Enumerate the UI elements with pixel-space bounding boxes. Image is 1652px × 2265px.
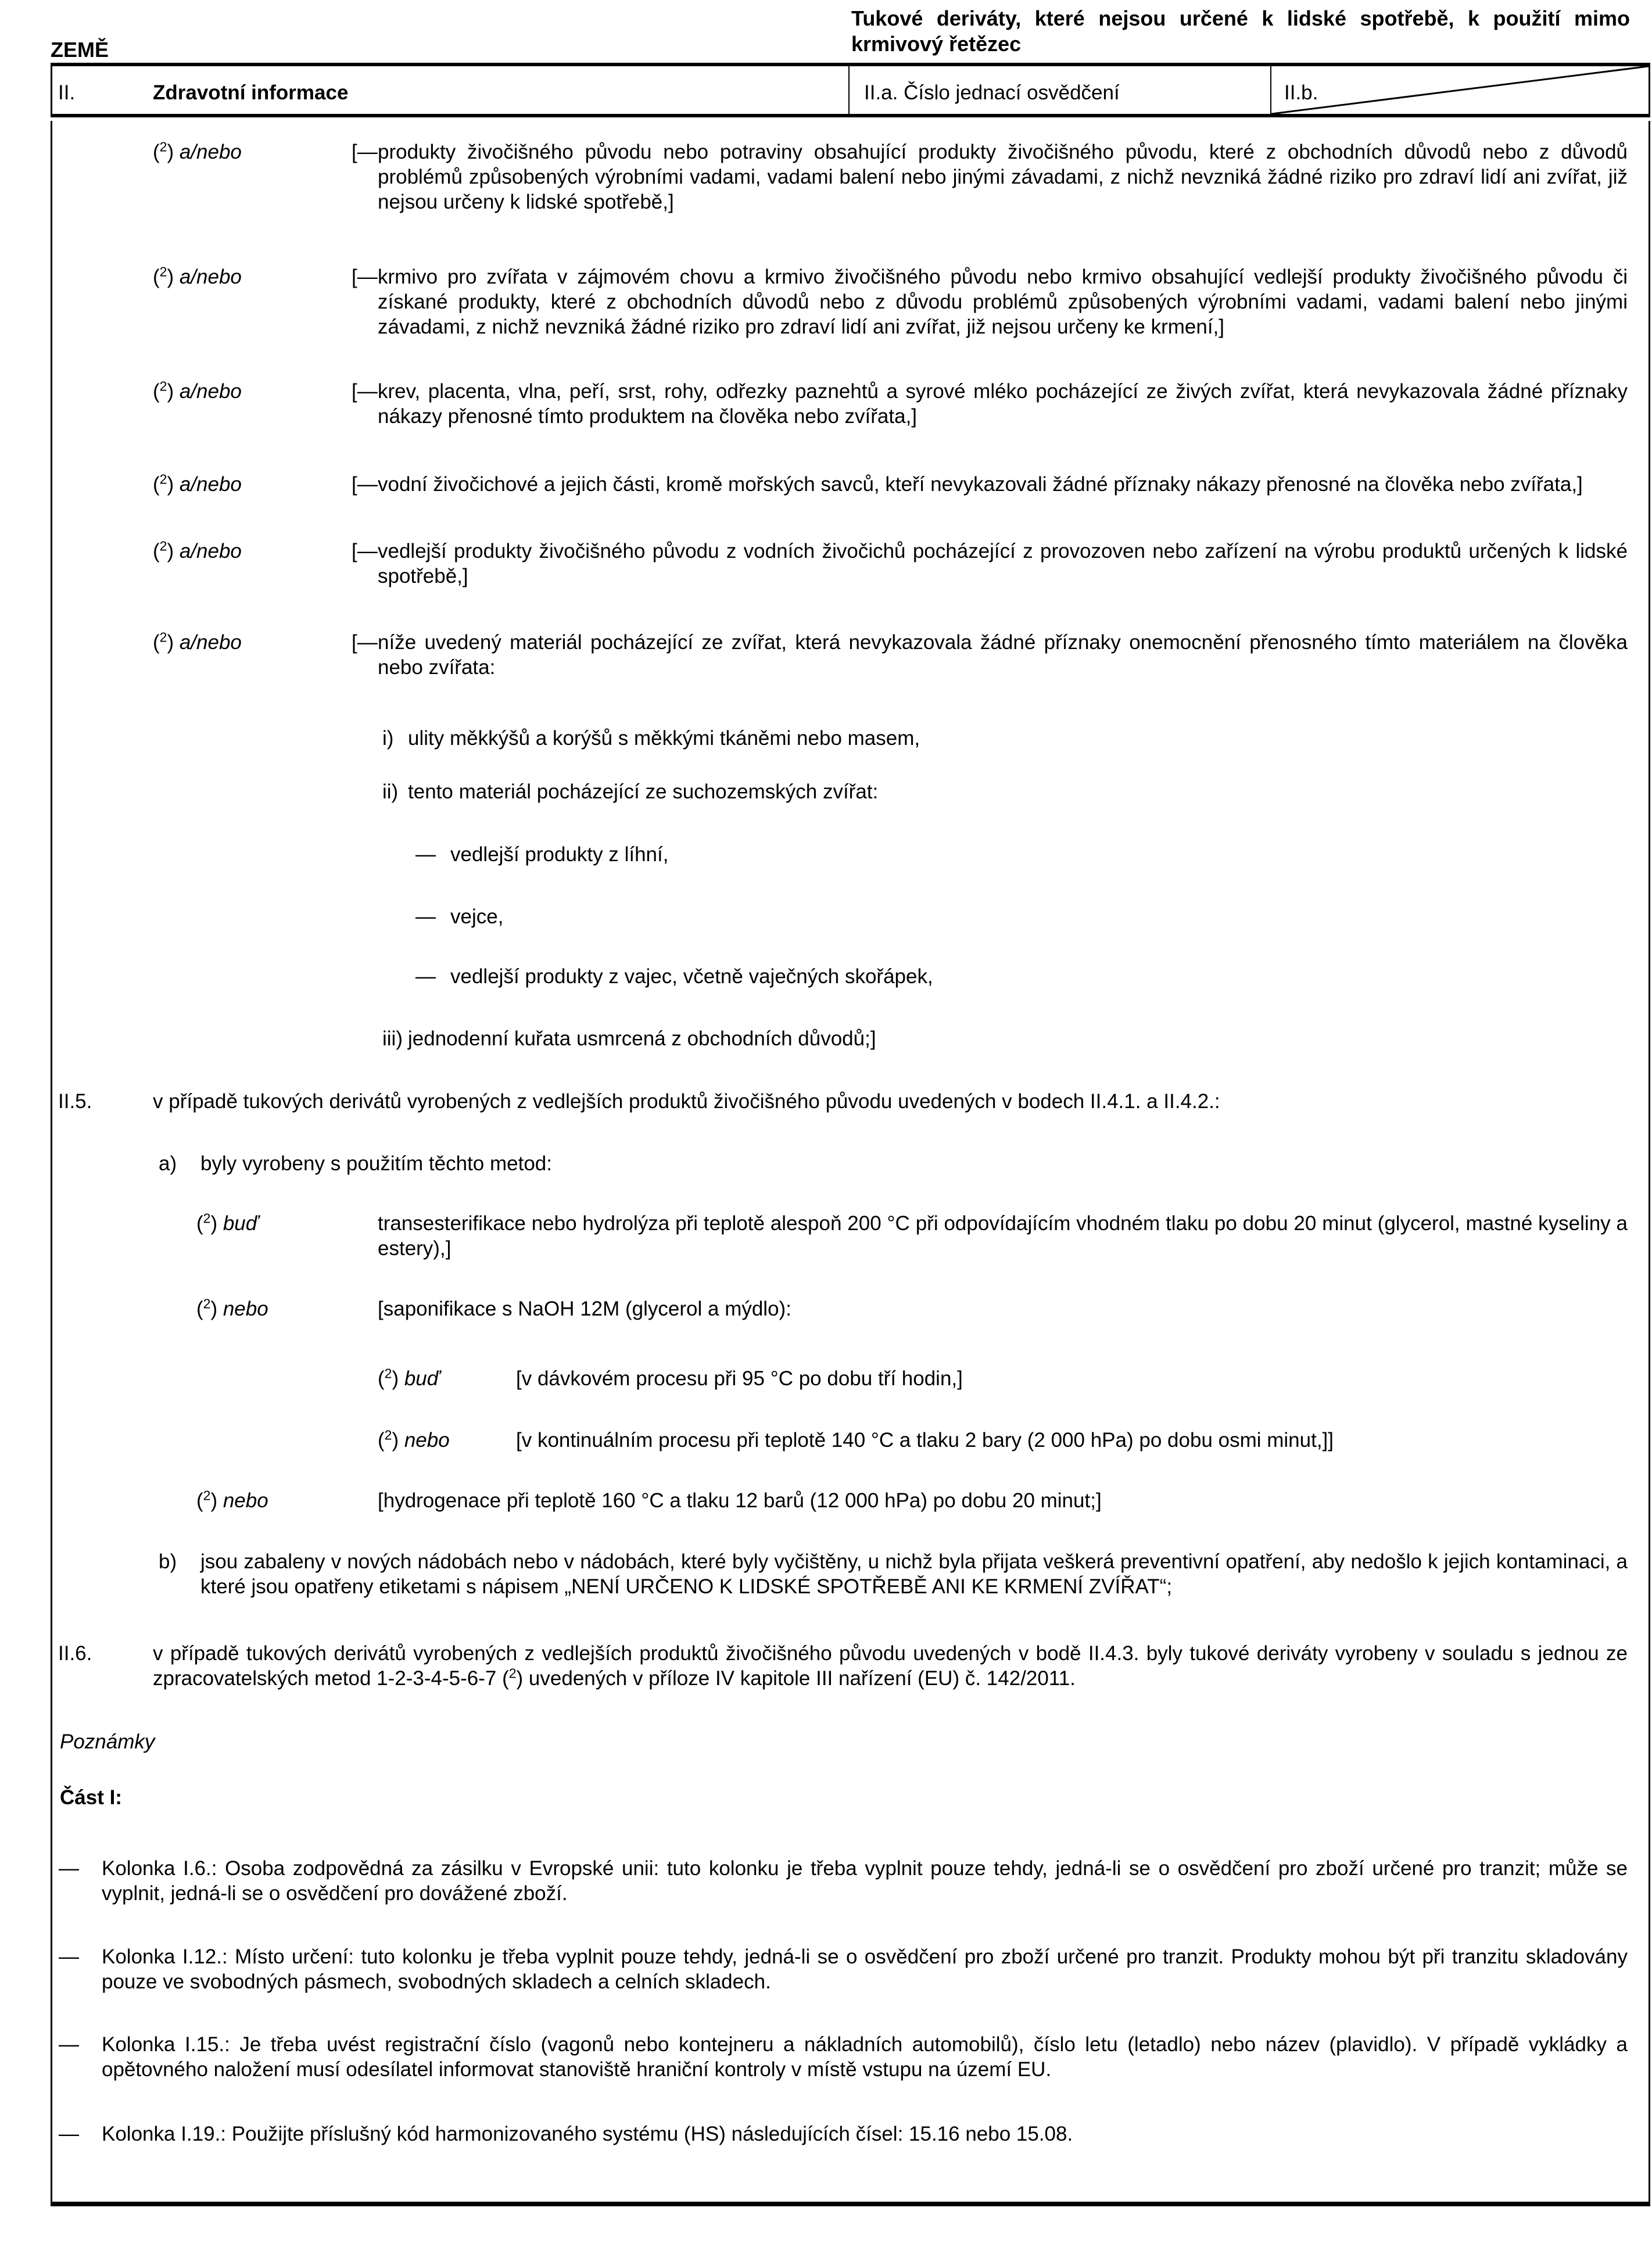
list-letter: b) <box>159 1550 177 1573</box>
method-nested-bud <box>52 1366 1649 1391</box>
clause-ii5-b <box>52 1549 1649 1599</box>
sub-item-i <box>52 726 1649 751</box>
item-text: vodní živočichové a jejich části, kromě mořských savců, kteří nevykazovali žádné příznaky nákazy přenosné na člověka nebo zvířata,] <box>378 473 1583 496</box>
dash-bullet: — <box>415 965 436 988</box>
method-nested-nebo <box>52 1428 1649 1453</box>
dash-bullet: — <box>415 905 436 928</box>
andor-item <box>52 139 1649 214</box>
part-i-label: Část I: <box>60 1786 122 1809</box>
certificate-reference-cell: II.a. Číslo jednací osvědčení <box>850 66 1271 114</box>
bracket-dash: [— <box>352 473 378 496</box>
method-text: [v dávkovém procesu při 95 °C po dobu tří hodin,] <box>516 1367 963 1390</box>
diagonal-line <box>1271 66 1649 114</box>
clause-number: II.5. <box>58 1090 92 1113</box>
notes-label: Poznámky <box>60 1730 155 1753</box>
item-text: krmivo pro zvířata v zájmovém chovu a krmivo živočišného původu nebo krmivo obsahující vedlejší produkty živočišného původu či získané produkty, které z obchodních důvodů nebo z důvodu problémů způsobených výrobními vadami, vadami balení nebo jinými závadami, z nichž nevzniká žádné riziko pro zdraví lidí ani zvířat, již nejsou určeny ke krmení,] <box>378 266 1628 338</box>
clause-text: v případě tukových derivátů vyrobených z vedlejších produktů živočišného původu uvedených v bodech II.4.1. a II.4.2.: <box>153 1090 1220 1113</box>
bracket-dash: [— <box>352 631 378 654</box>
bud-marker: ($^2$) buď <box>196 1210 259 1235</box>
method-nebo <box>52 1296 1649 1321</box>
note-kolonka <box>52 1944 1649 1994</box>
list-letter: a) <box>159 1152 177 1175</box>
bracket-dash: [— <box>352 266 378 288</box>
method-bud <box>52 1211 1649 1261</box>
item-text: níže uvedený materiál pocházející ze zvířat, která nevykazovala žádné příznaky onemocnění přenosného tímto materiálem na člověka nebo zvířata: <box>378 631 1628 679</box>
note-text: Kolonka I.6.: Osoba zodpovědná za zásilku v Evropské unii: tuto kolonku je třeba vyplnit pouze tehdy, jedná-li se o osvědčení pro zboží určené pro tranzit; může se vyplnit, jedná-li se o osvědčení pro dovážené zboží. <box>102 1857 1628 1905</box>
dash-bullet: — <box>59 2033 79 2056</box>
health-information-label: Zdravotní informace <box>153 81 349 104</box>
nebo-marker: ($^2$) nebo <box>196 1296 268 1320</box>
bracket-dash: [— <box>352 540 378 562</box>
method-text: transesterifikace nebo hydrolýza při teplotě alespoň 200 °C při odpovídajícím vhodném tlaku po dobu 20 minut (glycerol, mastné kyseliny a estery),] <box>378 1212 1628 1260</box>
footnote-marker: 2 <box>508 1665 517 1681</box>
andor-item <box>52 539 1649 589</box>
sub-item-text: jednodenní kuřata usmrcená z obchodních důvodů;] <box>408 1027 876 1050</box>
clause-ii5-a <box>52 1151 1649 1176</box>
dash-bullet: — <box>59 1857 79 1880</box>
bracket-dash: [— <box>352 380 378 403</box>
health-information-cell <box>52 66 850 114</box>
header-row <box>51 63 1650 117</box>
andor-item <box>52 630 1649 680</box>
sub-item-label: ii) <box>382 780 399 803</box>
item-text: produkty živočišného původu nebo potraviny obsahující produkty živočišného původu, které z obchodních důvodů nebo z důvodů problémů způsobených výrobními vadami, vadami balení nebo jinými závadami, z nichž nevzniká žádné riziko pro zdraví lidí ani zvířat, již nejsou určeny k lidské spotřebě,] <box>378 141 1628 213</box>
note-text: Kolonka I.19.: Použijte příslušný kód harmonizovaného systému (HS) následujících čísel: 15.16 nebo 15.08. <box>102 2123 1073 2145</box>
andor-marker: ($^2$) a/nebo <box>153 629 242 654</box>
andor-marker: ($^2$) a/nebo <box>153 471 242 496</box>
method-text: [saponifikace s NaOH 12M (glycerol a mýdlo): <box>378 1298 791 1320</box>
note-kolonka <box>52 2032 1649 2082</box>
method-text: [v kontinuálním procesu při teplotě 140 °C a tlaku 2 bary (2 000 hPa) po dobu osmi minut,]] <box>516 1429 1334 1452</box>
andor-marker: ($^2$) a/nebo <box>153 378 242 403</box>
nebo-marker: ($^2$) nebo <box>196 1488 268 1512</box>
dash-bullet: — <box>415 843 436 866</box>
note-text: Kolonka I.12.: Místo určení: tuto kolonku je třeba vyplnit pouze tehdy, jedná-li se o osvědčení pro zboží určené pro tranzit. Produkty mohou být při tranzitu skladovány pouze ve svobodných pásmech, svobodných skladech a celních skladech. <box>102 1945 1628 1993</box>
andor-marker: ($^2$) a/nebo <box>153 264 242 288</box>
dash-item-text: vedlejší produkty z vajec, včetně vaječných skořápek, <box>450 965 933 988</box>
andor-marker: ($^2$) a/nebo <box>153 538 242 562</box>
sub-item-label: iii) <box>382 1027 403 1050</box>
clause-ii5 <box>52 1089 1649 1114</box>
dash-item-text: vejce, <box>450 905 504 928</box>
dash-item-text: vedlejší produkty z líhní, <box>450 843 669 866</box>
section-ii-number: II. <box>58 81 76 104</box>
clause-text: jsou zabaleny v nových nádobách nebo v nádobách, které byly vyčištěny, u nichž byla přijata veškerá preventivní opatření, aby nedošlo k jejich kontaminaci, a které jsou opatřeny etiketami s nápisem „NENÍ URČENO K LIDSKÉ SPOTŘEBĚ ANI KE KRMENÍ ZVÍŘAT“; <box>200 1550 1628 1598</box>
dash-bullet: — <box>59 1945 79 1968</box>
andor-item <box>52 379 1649 429</box>
note-text: Kolonka I.15.: Je třeba uvést registrační číslo (vagonů nebo kontejneru a nákladních automobilů), číslo letu (letadlo) nebo název (plavidlo). V případě vykládky a opětovného naložení musí odesílatel informovat stanoviště hraniční kontroly v místě vstupu na území EU. <box>102 2033 1628 2081</box>
andor-item <box>52 264 1649 339</box>
dash-item <box>52 964 1649 989</box>
notes-heading <box>52 1729 1649 1754</box>
sub-item-text: tento materiál pocházející ze suchozemských zvířat: <box>408 780 879 803</box>
clause-text: v případě tukových derivátů vyrobených z vedlejších produktů živočišného původu uvedených v bodě II.4.3. byly tukové deriváty vyrobeny v souladu s jednou ze zpracovatelských metod 1-2-3-4-5-6-7 ($^2$) uvedených v příloze IV kapitole III nařízení (EU) č. 142/2011. <box>153 1642 1628 1690</box>
clause-ii6 <box>52 1641 1649 1691</box>
item-text: krev, placenta, vlna, peří, srst, rohy, odřezky paznehtů a syrové mléko pocházející ze živých zvířat, která nevykazovala žádné příznaky nákazy přenosné tímto produktem na člověka nebo zvířata,] <box>378 380 1628 428</box>
sub-item-text: ulity měkkýšů a korýšů s měkkými tkáněmi nebo masem, <box>408 727 920 750</box>
item-text: vedlejší produkty živočišného původu z vodních živočichů pocházející z provozoven nebo zařízení na výrobu produktů určených k lidské spotřebě,] <box>378 540 1628 587</box>
part-i-heading <box>52 1785 1649 1810</box>
method-text: [hydrogenace při teplotě 160 °C a tlaku 12 barů (12 000 hPa) po dobu 20 minut;] <box>378 1489 1102 1512</box>
certificate-body <box>51 121 1650 2206</box>
dash-item <box>52 842 1649 867</box>
bud-marker: ($^2$) buď <box>378 1366 440 1390</box>
sub-item-label: i) <box>382 727 394 750</box>
note-kolonka <box>52 1856 1649 1906</box>
sub-item-ii <box>52 779 1649 804</box>
sub-item-iii <box>52 1026 1649 1051</box>
country-label: ZEMĚ <box>51 38 109 62</box>
note-kolonka <box>52 2121 1649 2146</box>
dash-bullet: — <box>59 2123 79 2145</box>
andor-marker: ($^2$) a/nebo <box>153 139 242 163</box>
andor-item <box>52 472 1649 497</box>
iib-label: II.b. <box>1284 81 1318 104</box>
iib-cell <box>1271 66 1649 114</box>
nebo-marker: ($^2$) nebo <box>378 1427 450 1452</box>
bracket-dash: [— <box>352 141 378 163</box>
clause-number: II.6. <box>58 1642 92 1665</box>
method-nebo <box>52 1488 1649 1513</box>
dash-item <box>52 904 1649 929</box>
clause-text: byly vyrobeny s použitím těchto metod: <box>200 1152 552 1175</box>
document-title: Tukové deriváty, které nejsou určené k lidské spotřebě, k použití mimo krmivový řetězec <box>851 6 1630 56</box>
